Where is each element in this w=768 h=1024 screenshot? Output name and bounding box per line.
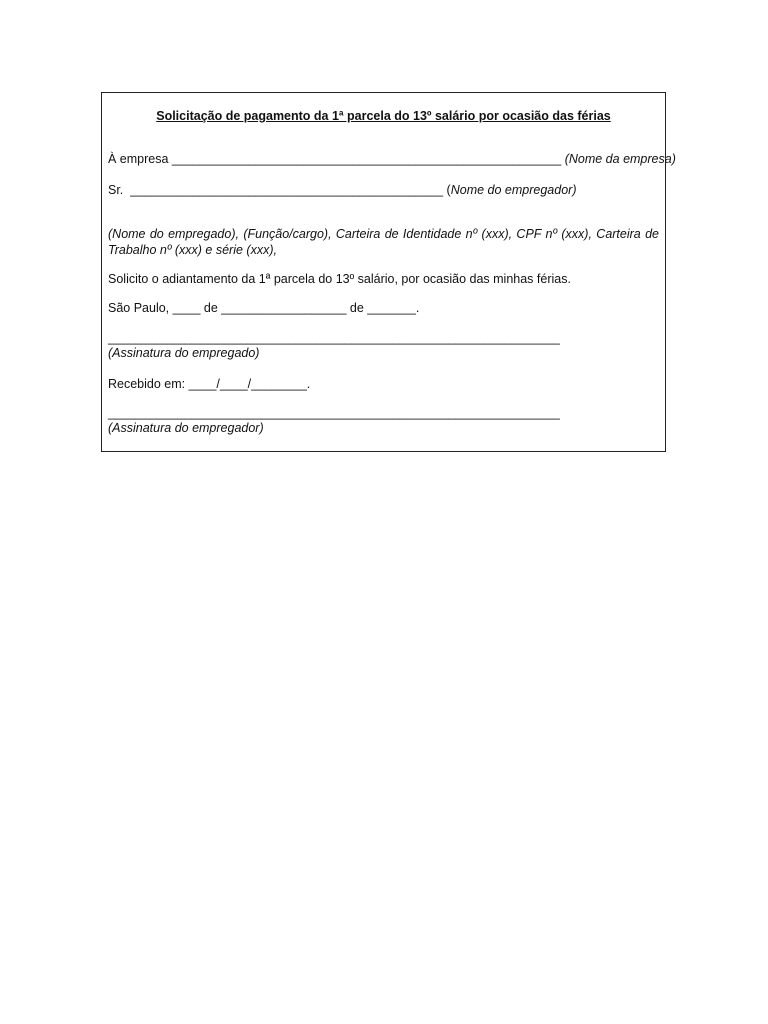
employee-signature-rule: _________________________________________________________________	[108, 331, 560, 345]
sr-line	[108, 182, 659, 198]
sr-prefix: Sr.	[108, 183, 131, 197]
company-line	[108, 151, 676, 167]
employee-details-paragraph: (Nome do empregado), (Função/cargo), Carteira de Identidade nº (xxx), CPF nº (xxx), Carteira de Trabalho nº (xxx) e série (xxx),	[108, 227, 659, 257]
employer-name-hint: Nome do empregador)	[450, 183, 577, 197]
received-line: Recebido em: ____/____/________.	[108, 377, 311, 391]
sr-hint-open: (	[443, 183, 451, 197]
employer-signature-label: (Assinatura do empregador)	[108, 421, 264, 435]
date-line: São Paulo, ____ de __________________ de _______.	[108, 301, 420, 315]
sr-blank: _____________________________________________	[130, 183, 444, 197]
company-blank: ________________________________________________________	[171, 152, 562, 166]
company-prefix: À empresa	[108, 152, 172, 166]
request-text: Solicito o adiantamento da 1ª parcela do 13º salário, por ocasião das minhas férias.	[108, 272, 571, 286]
request-form	[101, 92, 676, 452]
employer-signature-rule: _________________________________________________________________	[108, 406, 560, 420]
employee-signature-label: (Assinatura do empregado)	[108, 346, 260, 360]
company-name-hint: (Nome da empresa)	[561, 152, 676, 166]
form-title: Solicitação de pagamento da 1ª parcela do 13º salário por ocasião das férias	[156, 109, 611, 123]
